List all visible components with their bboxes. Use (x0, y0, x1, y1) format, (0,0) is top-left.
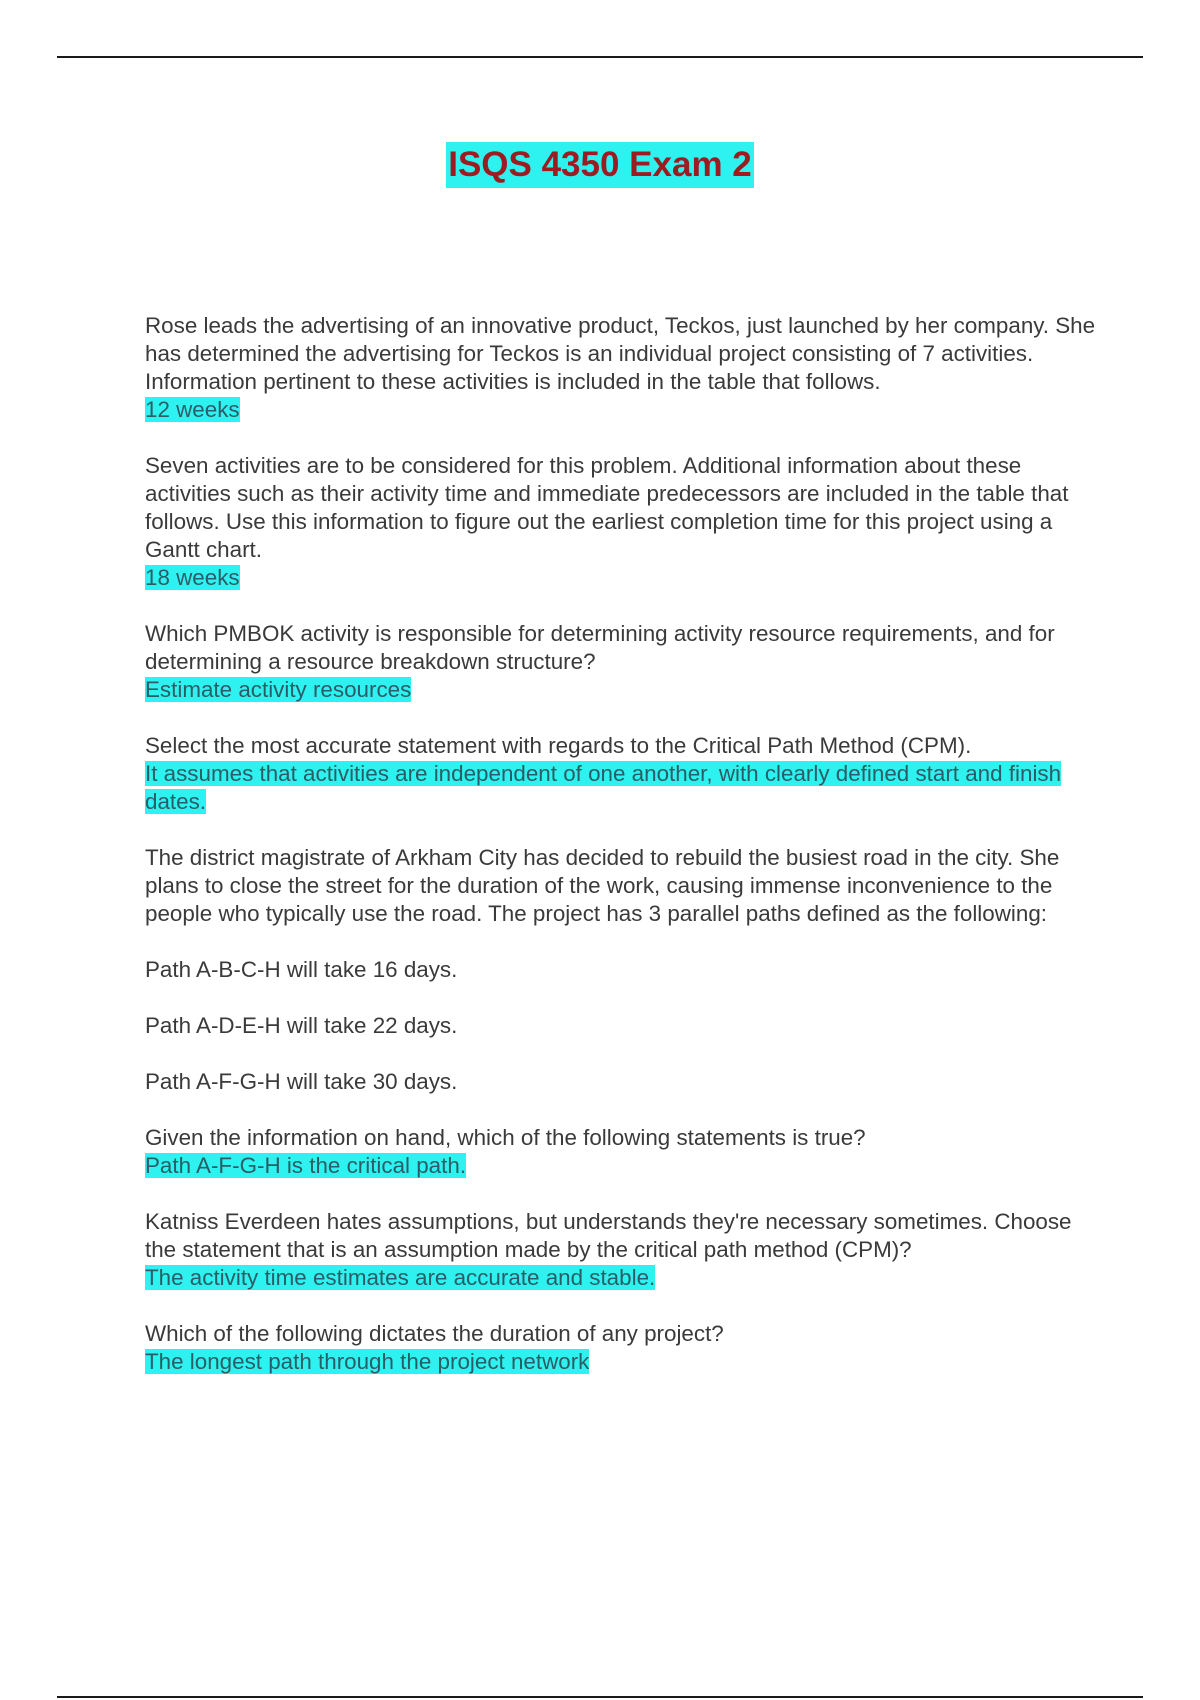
document-body (145, 312, 1105, 1404)
question-text: Select the most accurate statement with regards to the Critical Path Method (CPM). (145, 733, 972, 758)
qa-item-5 (145, 1208, 1105, 1292)
path-3 (145, 1068, 1105, 1096)
answer-highlight: It assumes that activities are independent of one another, with clearly defined start and finish dates. (145, 761, 1062, 814)
question-text: Which of the following dictates the duration of any project? (145, 1321, 724, 1346)
qa-item-1 (145, 312, 1105, 424)
answer-highlight: Path A-F-G-H is the critical path. (145, 1153, 467, 1178)
district-intro (145, 844, 1105, 928)
district-question (145, 1124, 1105, 1180)
qa-item-2 (145, 452, 1105, 592)
path-2 (145, 1012, 1105, 1040)
top-rule (57, 56, 1143, 58)
answer-highlight: 12 weeks (145, 397, 240, 422)
question-text: The district magistrate of Arkham City has decided to rebuild the busiest road in the city. She plans to close the street for the duration of the work, causing immense inconvenience to the people who typically use the road. The project has 3 parallel paths defined as the following: (145, 845, 1060, 926)
answer-highlight: Estimate activity resources (145, 677, 412, 702)
bottom-rule (57, 1696, 1143, 1698)
path-text: Path A-D-E-H will take 22 days. (145, 1013, 458, 1038)
answer-highlight: The activity time estimates are accurate and stable. (145, 1265, 656, 1290)
question-text: Rose leads the advertising of an innovative product, Teckos, just launched by her company. She has determined the advertising for Teckos is an individual project consisting of 7 activities. Information pertinent to these activities is included in the table that follows. (145, 313, 1096, 394)
answer-highlight: 18 weeks (145, 565, 240, 590)
title-container (0, 142, 1200, 188)
question-text: Given the information on hand, which of the following statements is true? (145, 1125, 866, 1150)
question-text: Which PMBOK activity is responsible for determining activity resource requirements, and for determining a resource breakdown structure? (145, 621, 1055, 674)
path-text: Path A-B-C-H will take 16 days. (145, 957, 458, 982)
answer-highlight: The longest path through the project network (145, 1349, 590, 1374)
document-title: ISQS 4350 Exam 2 (446, 142, 754, 188)
qa-item-6 (145, 1320, 1105, 1376)
question-text: Katniss Everdeen hates assumptions, but understands they're necessary sometimes. Choose the statement that is an assumption made by the critical path method (CPM)? (145, 1209, 1072, 1262)
qa-item-3 (145, 620, 1105, 704)
path-text: Path A-F-G-H will take 30 days. (145, 1069, 458, 1094)
path-1 (145, 956, 1105, 984)
question-text: Seven activities are to be considered for this problem. Additional information about these activities such as their activity time and immediate predecessors are included in the table that follows. Use this information to figure out the earliest completion time for this project using a Gantt chart. (145, 453, 1069, 562)
qa-item-4 (145, 732, 1105, 816)
